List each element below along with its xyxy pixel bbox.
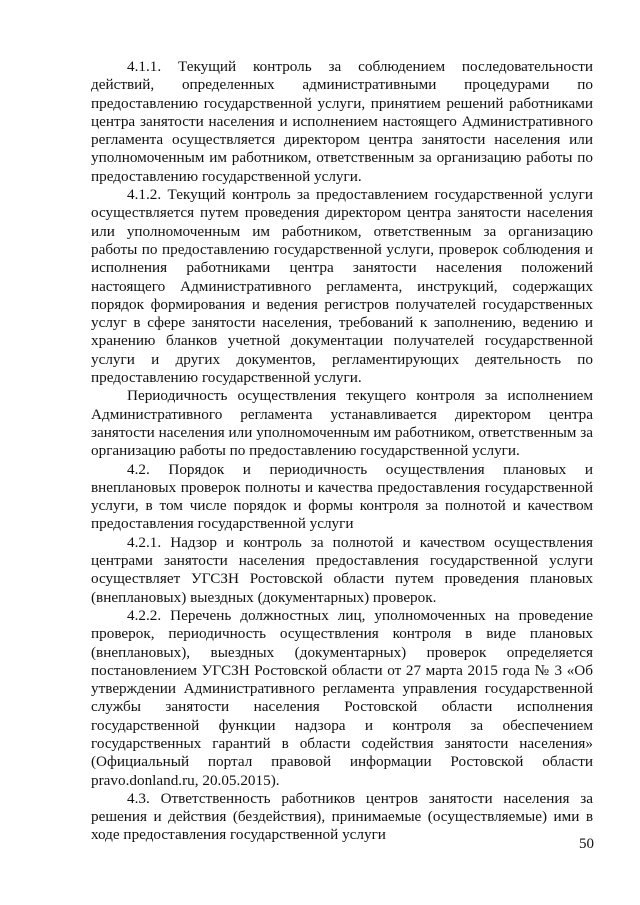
paragraph-4-2-2: 4.2.2. Перечень должностных лиц, уполномоченных на проведение проверок, периодичность осуществления контроля в виде плановых (внеплановых), выездных (документарных) проверок определяется постановлением УГСЗН Ростовской области от 27 марта 2015 года № 3 «Об утверждении Административного регламента управления государственной службы занятости населения Ростовской области исполнения государственной функции надзора и контроля за обеспечением государственных гарантий в области содействия занятости населения» (Официальный портал правовой информации Ростовской области pravo.donland.ru, 20.05.2015). <box>91 606 593 789</box>
paragraph-4-1-1: 4.1.1. Текущий контроль за соблюдением последовательности действий, определенных административными процедурами по предоставлению государственной услуги, принятием решений работниками центра занятости населения и исполнением настоящего Административного регламента осуществляется директором центра занятости населения или уполномоченным им работником, ответственным за организацию работы по предоставлению государственной услуги. <box>91 58 593 185</box>
paragraph-4-2: 4.2. Порядок и периодичность осуществления плановых и внеплановых проверок полноты и качества предоставления государственной услуги, в том числе порядок и формы контроля за полнотой и качеством предоставления государственной услуги <box>91 460 593 533</box>
paragraph-4-3: 4.3. Ответственность работников центров занятости населения за решения и действия (бездействия), принимаемые (осуществляемые) ими в ходе предоставления государственной услуги <box>91 789 593 844</box>
page-number: 50 <box>579 836 594 852</box>
paragraph-4-1-2: 4.1.2. Текущий контроль за предоставлением государственной услуги осуществляется путем проведения директором центра занятости населения или уполномоченным им работником, ответственным за организацию работы по предоставлению государственной услуги, проверок соблюдения и исполнения работниками центра занятости населения положений настоящего Административного регламента, инструкций, содержащих порядок формирования и ведения регистров получателей государственных услуг в сфере занятости населения, требований к заполнению, ведению и хранению бланков учетной документации получателей государственной услуги и других документов, регламентирующих деятельность по предоставлению государственной услуги. <box>91 186 593 387</box>
document-body <box>91 58 593 845</box>
paragraph-4-2-1: 4.2.1. Надзор и контроль за полнотой и качеством осуществления центрами занятости населения предоставления государственной услуги осуществляет УГСЗН Ростовской области путем проведения плановых (внеплановых) выездных (документарных) проверок. <box>91 533 593 606</box>
paragraph-periodicity: Периодичность осуществления текущего контроля за исполнением Административного регламента устанавливается директором центра занятости населения или уполномоченным им работником, ответственным за организацию работы по предоставлению государственной услуги. <box>91 387 593 460</box>
